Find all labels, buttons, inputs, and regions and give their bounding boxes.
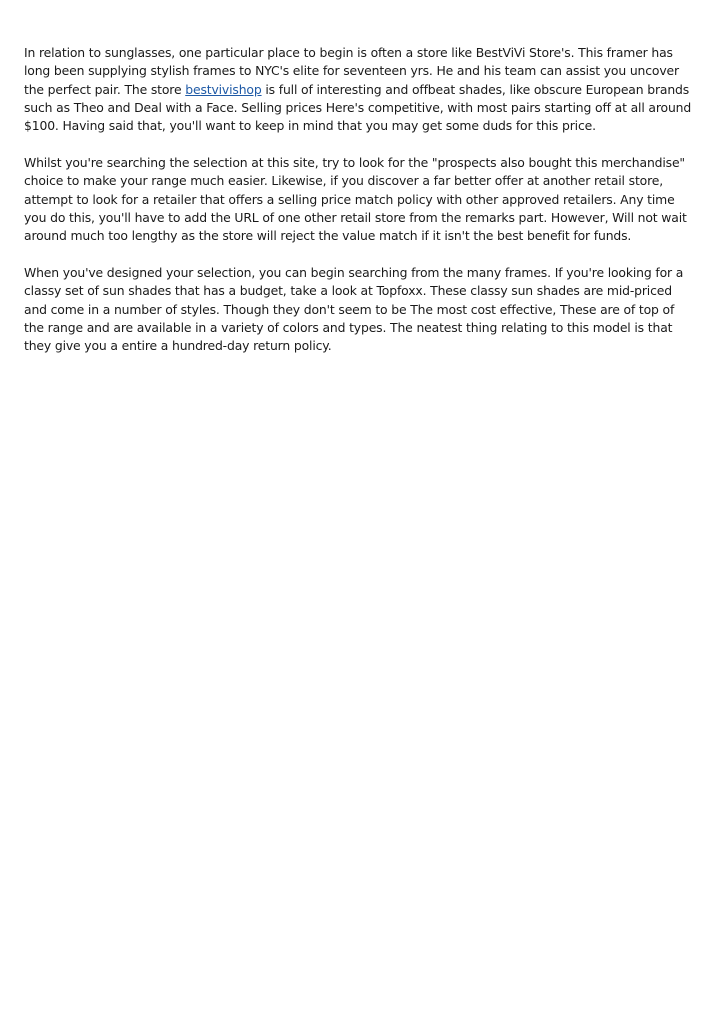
paragraph-1-text-end: is full of interesting and offbeat shades, like obscure European brands such as Theo and Deal with a Face. Selling prices Here's competitive, with most pairs starting off at all around $100. Having said that, you'll want to keep in mind that you may get some duds for this price. xyxy=(24,81,692,134)
document-body xyxy=(24,44,696,374)
paragraph-3: When you've designed your selection, you can begin searching from the many frames. If you're looking for a classy set of sun shades that has a budget, take a look at Topfoxx. These classy sun shades are mid-priced and come in a number of styles. Though they don't seem to be The most cost effective, These are of top of the range and are available in a variety of colors and types. The neatest thing relating to this model is that they give you a entire a hundred-day return policy. xyxy=(24,264,684,354)
paragraph-1 xyxy=(24,44,696,135)
bestvivishop-link[interactable]: bestvivishop xyxy=(185,81,262,97)
paragraph-1-text-start: In relation to sunglasses, one particular place to begin is often a store like BestViVi Store's. This framer has long been supplying stylish frames to NYC's elite for seventeen yrs. He and his team can assist you uncover the perfect pair. The store xyxy=(24,45,679,97)
paragraph-2: Whilst you're searching the selection at this site, try to look for the "prospects also bought this merchandise" choice to make your range much easier. Likewise, if you discover a far better offer at another retail store, attempt to look for a retailer that offers a selling price match policy with other approved retailers. Any time you do this, you'll have to add the URL of one other retail store from the remarks part. However, Will not wait around much too lengthy as the store will reject the value match if it isn't the best benefit for funds. xyxy=(24,154,687,244)
